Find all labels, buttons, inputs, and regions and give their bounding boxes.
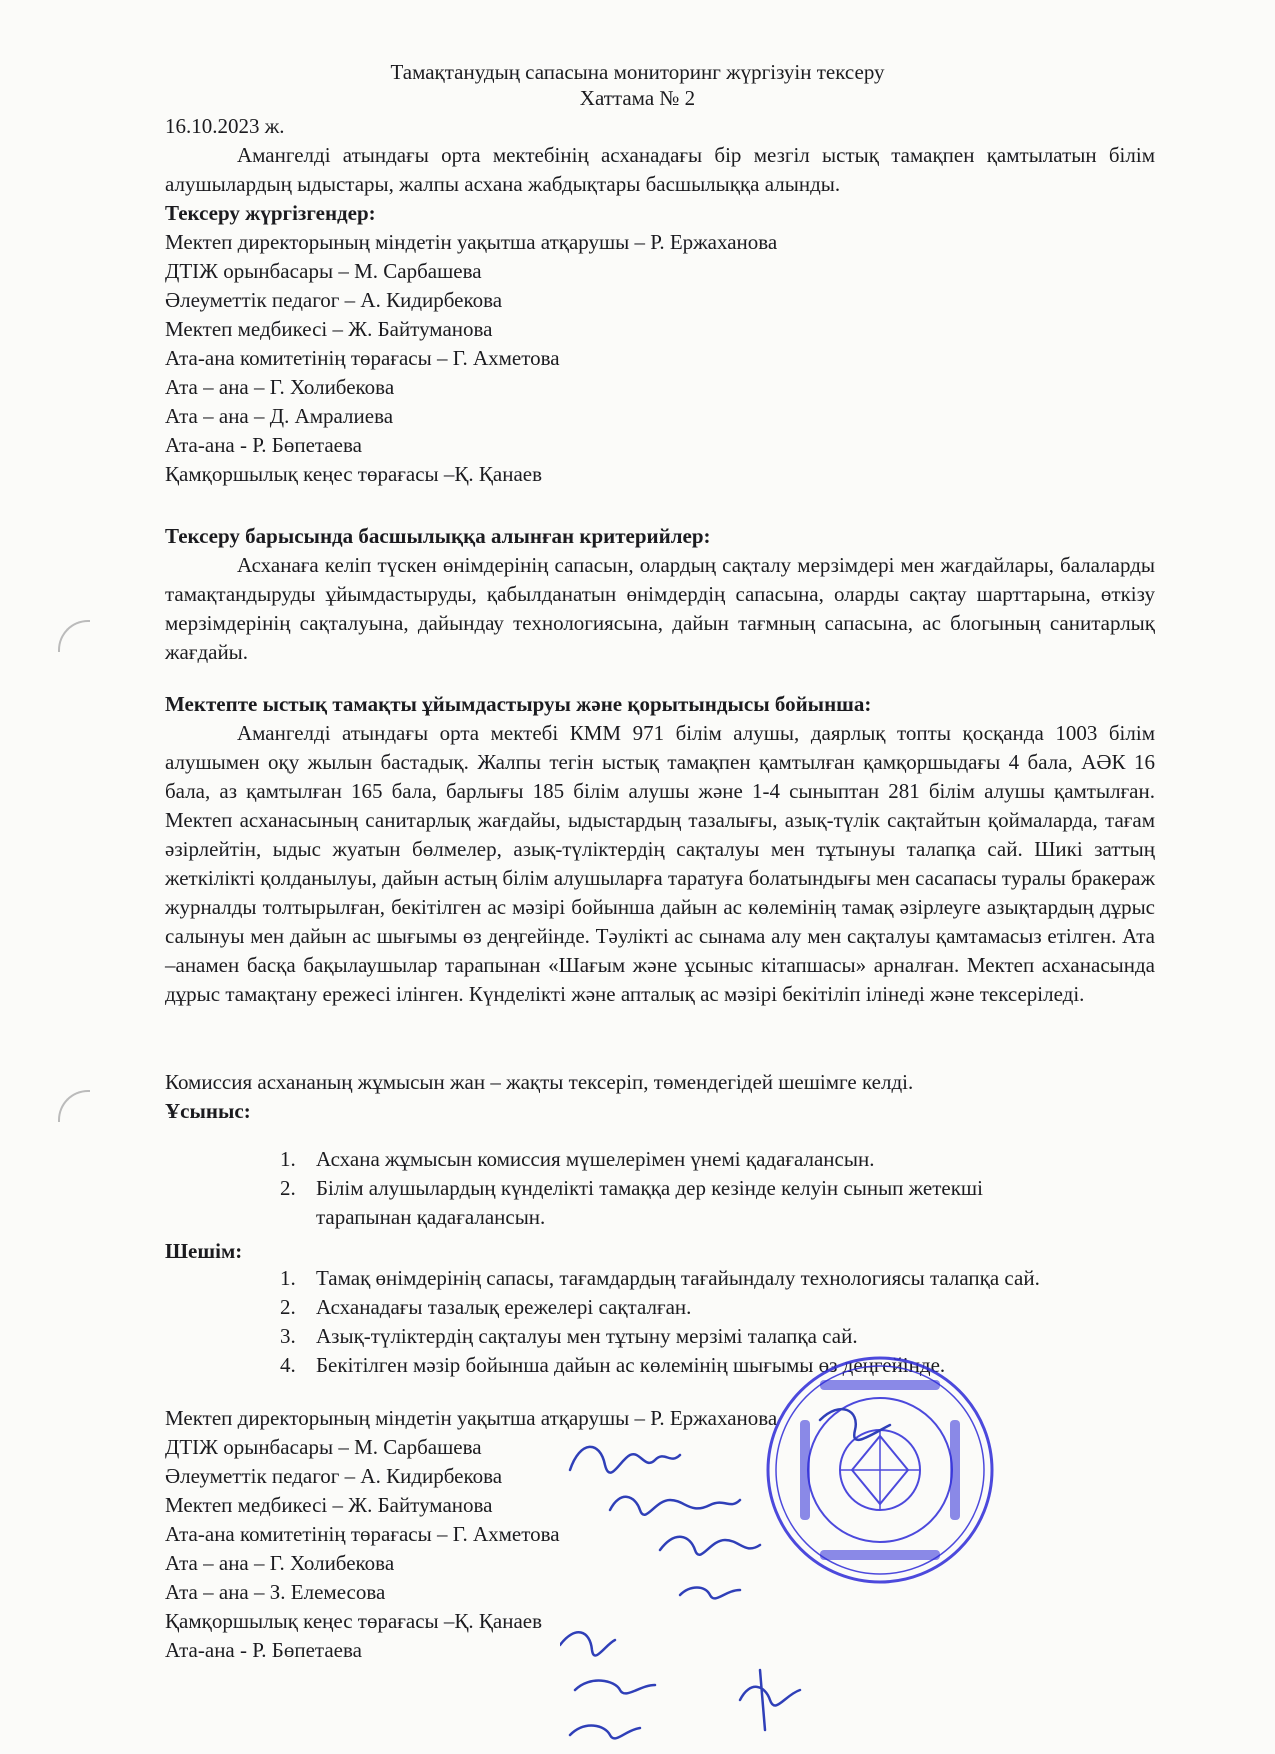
intro-paragraph: Амангелді атындағы орта мектебінің асханадағы бір мезгіл ыстық тамақпен қамтылатын білім алушылардың ыдыстары, жалпы асхана жабдықтары басшылыққа алынды. [165, 143, 1155, 196]
inspector-item: ДТІЖ орынбасары – М. Сарбашева [165, 259, 482, 283]
signature-line: Әлеуметтік педагог – А. Кидирбекова [165, 1464, 503, 1488]
inspector-item: Ата – ана – Г. Холибекова [165, 375, 395, 399]
signature-line: Мектеп директорының міндетін уақытша атқарушы – Р. Ержаханова [165, 1406, 778, 1430]
signature-line: Ата-ана - Р. Бөпетаева [165, 1638, 362, 1662]
decision-item: 1. Тамақ өнімдерінің сапасы, тағамдардың тағайындалу технологиясы талапқа сай. [280, 1266, 1040, 1290]
proposal-item: 2. Білім алушылардың күнделікті тамаққа дер кезінде келуін сынып жетекші тарапынан қадағалансын. [280, 1176, 983, 1229]
signature-line: Ата – ана – З. Елемесова [165, 1580, 386, 1604]
inspectors-heading: Тексеру жүргізгендер: [165, 201, 376, 225]
proposal-item: 1. Асхана жұмысын комиссия мүшелерімен үнемі қадағалансын. [280, 1147, 875, 1171]
document-title: Тамақтанудың сапасына мониторинг жүргізуін тексеру [390, 60, 885, 84]
inspector-item: Ата-ана - Р. Бөпетаева [165, 433, 362, 457]
signature-line: ДТІЖ орынбасары – М. Сарбашева [165, 1435, 482, 1459]
results-heading: Мектепте ыстық тамақты ұйымдастыруы және қорытындысы бойынша: [165, 692, 872, 716]
decision-item: 3. Азық-түліктердің сақталуы мен тұтыну мерзімі талапқа сай. [280, 1324, 858, 1348]
protocol-number: Хаттама № 2 [579, 86, 696, 110]
results-conclusion: Комиссия асхананың жұмысын жан – жақты тексеріп, төмендегідей шешімге келді. [165, 1070, 914, 1094]
handwritten-signatures-icon [560, 1400, 900, 1750]
signature-line: Ата – ана – Г. Холибекова [165, 1551, 395, 1575]
criteria-heading: Тексеру барысында басшылыққа алынған критерийлер: [165, 524, 711, 548]
proposal-heading: Ұсыныс: [165, 1099, 251, 1123]
proposal-list [280, 1145, 1080, 1232]
inspector-item: Мектеп медбикесі – Ж. Байтуманова [165, 317, 493, 341]
decision-item: 2. Асханадағы тазалық ережелері сақталған. [280, 1295, 692, 1319]
inspector-item: Әлеуметтік педагог – А. Кидирбекова [165, 288, 503, 312]
punch-hole-mark [58, 1090, 90, 1122]
inspector-item: Ата-ана комитетінің төрағасы – Г. Ахметова [165, 346, 560, 370]
inspector-item: Ата – ана – Д. Амралиева [165, 404, 394, 428]
punch-hole-mark [58, 620, 90, 652]
decision-item: 4. Бекітілген мәзір бойынша дайын ас көлемінің шығымы өз деңгейінде. [280, 1353, 946, 1377]
decision-heading: Шешім: [165, 1239, 243, 1263]
inspectors-section [165, 199, 1155, 489]
signature-line: Мектеп медбикесі – Ж. Байтуманова [165, 1493, 493, 1517]
inspector-item: Мектеп директорының міндетін уақытша атқарушы – Р. Ержаханова [165, 230, 778, 254]
inspector-item: Қамқоршылық кеңес төрағасы –Қ. Қанаев [165, 462, 543, 486]
signature-line: Ата-ана комитетінің төрағасы – Г. Ахметова [165, 1522, 560, 1546]
criteria-paragraph: Асханаға келіп түскен өнімдерінің сапасын, олардың сақталу мерзімдері мен жағдайлары, балаларды тамақтандыруды ұйымдастыруды, қабылданатын өнімдердің сапасына, оларды сақтау шарттарына, өткізу мерзімдерінің сақталуына, дайындау технологиясына, дайын тағмның сапасына, ас блогының санитарлық жағдайы. [165, 553, 1155, 664]
results-paragraph: Амангелді атындағы орта мектебі КММ 971 білім алушы, даярлық топты қосқанда 1003 білім алушымен оқу жылын бастадық. Жалпы тегін ыстық тамақпен қамтылған қамқоршыдағы 4 бала, АӘК 16 бала, аз қамтылған 165 бала, барлығы 185 білім алушы және 1-4 сыныптан 281 білім алушы қамтылған. Мектеп асханасының санитарлық жағдайы, ыдыстардың тазалығы, азық-түлік сақтайтын қоймаларда, тағам әзірлейтін, ыдыс жуатын бөлмелер, азық-түліктердің сақталуы мен тұтынуы талапқа сай. Шикі заттың жеткілікті қолданылуы, дайын астың білім алушыларға таратуға болатындығы мен сасапасы туралы бракераж журналды толтырылған, бекітілген ас мәзірі бойынша дайын ас көлемінің тамақ әзірлеуге азықтардың дұрыс салынуы мен дайын ас шығымы өз деңгейінде. Тәулікті ас сынама алу мен сақталуы қамтамасыз етілген. Ата –анамен басқа бақылаушылар тарапынан «Шағым және ұсыныс кітапшасы» арналған. Мектеп асханасында дұрыс тамақтану ережесі ілінген. Күнделікті және апталық ас мәзірі бекітіліп ілінеді және тексеріледі. [165, 721, 1156, 1006]
document-date: 16.10.2023 ж. [165, 114, 285, 138]
decision-list [280, 1264, 1160, 1380]
signature-line: Қамқоршылық кеңес төрағасы –Қ. Қанаев [165, 1609, 543, 1633]
